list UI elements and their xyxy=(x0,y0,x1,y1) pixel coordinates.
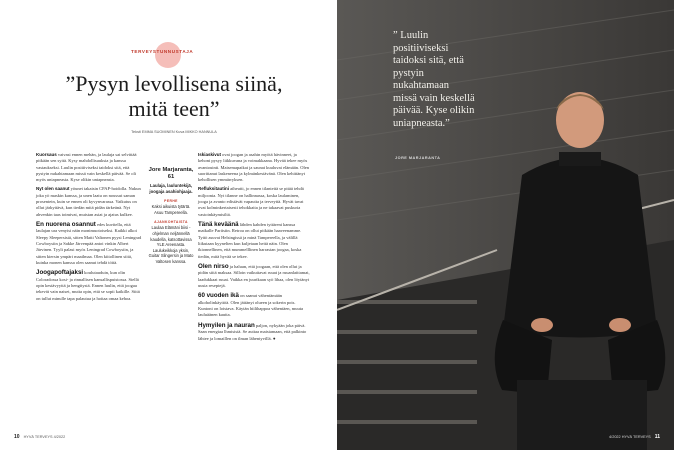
paragraph xyxy=(36,221,142,266)
profile-name: Jore Marjaranta, 61 xyxy=(148,167,194,180)
paragraph-text: vaivasi ennen mehän, ja laulaja sai selvittää pitkään sen syitä. Kysy mahdollisuuksia ja kanssa vastaukseksi. Luulin positiiviseksi taidoksi sitä, että pystyin nukahtamaan missä vain keskellä päivää. Se oli myös uniapneasta. Kyse olikin uniapneasta. xyxy=(36,152,137,183)
paragraph xyxy=(36,186,142,217)
right-footer xyxy=(609,434,660,440)
paragraph xyxy=(36,269,142,302)
paragraph-text: paljon, nykyään joka päivä. Saan energiaa lhmisistä. Se auttaa maistamaan, että palkinto lähtee ja lomaillen on ilman lähentyvillä. ● xyxy=(198,322,307,341)
section-tag-blob xyxy=(155,42,181,68)
pull-quote-credit: JORE MARJARANTA xyxy=(395,156,441,160)
profile-text-family: Kaksi aikuista tytärtä. Asuu Tampereella. xyxy=(151,204,191,215)
paragraph-lead: En nuorena osannut xyxy=(36,220,96,228)
article-headline: ”Pysyn levollisena siinä, mitä teen” xyxy=(65,71,283,121)
paragraph-lead: Nyt olen saanut xyxy=(36,186,70,192)
paragraph-text: edes kuvitella, että laulajan ura venyisi näin monimuotoiseksi. Kaikki alkoi Sleepy Sleepersistä, sitten Matti Valtonen pyysi Leningrad Cowboysiin ja Sakke Järvenpää antoi vinkin Albert Järvinen. Tyyli palasi myös Leningrad Cowboysiin, ja sitten kiersin ympäri maailmaa. Olen kiitollinen siitä, kuinka monen kanssa olen saanut tehdä töitä. xyxy=(36,221,142,265)
paragraph-text: yöunet takaisin CPAP-hoidolla. Nukun joka yö maskin kanssa, ja unen laatu on noussut saman prosentein, kuin se ennen oli kyvynvarassa. Vaikutus on ollut järkyttävä, kun tiedän mitä pidän tärkeänä. Nyt ahvenkin taas toimivat, muistan asiat ja ajatus kulkee. xyxy=(36,186,141,217)
paragraph xyxy=(36,152,142,183)
paragraph xyxy=(198,221,310,260)
paragraph-text: ja haluan, että joogaan, että olen ollut ja pidän siitä maksaa. Silloin vaikuttavat ruuat ja ruuanlaittamat, laadukkaat ruuat. Vaikka en juurikaan syö lihaa, olen löytänyt uusia reseptejä. xyxy=(198,263,310,289)
paragraph xyxy=(198,292,310,318)
paragraph-lead: Refluksitautini xyxy=(198,186,230,192)
paragraph xyxy=(198,263,310,289)
left-magazine-issue: HYVÄ TERVEYS 4/2022 xyxy=(23,435,66,439)
profile-description: Laulaja, lauluntekijä, joogaja asahiohjaaja. xyxy=(149,183,193,194)
profile-label-current: AJANKOHTAISTA xyxy=(154,220,188,225)
paragraph-lead: Kuorsaus xyxy=(36,152,57,157)
profile-label-family: PERHE xyxy=(164,199,178,204)
paragraph-lead: Hymyilen ja nauran xyxy=(198,321,255,329)
paragraph-text: ovat joogan ja asahin myötä hävinneet, ja kehoni pysyy liikkuvana ja voimakkaana. Hyvää tekee myös avantouinti. Maisemapaikat ja saunat kuuluvat elämään. Olen suorittanut laskeneena ja kylmänkestävänä. Olen kehittänyt kehollisen ymmärryksen. xyxy=(198,152,309,183)
profile-factbox xyxy=(148,167,194,265)
right-page-photo xyxy=(337,0,674,450)
section-tag: TERVEYSTUNNUSTAJA xyxy=(131,49,194,54)
body-column-3 xyxy=(198,152,310,345)
paragraph-lead: Tänä keväänä xyxy=(198,220,239,228)
byline: Teksti EMMA SUOMINEN Kuva MIKKO HANNULA xyxy=(131,130,217,134)
paragraph-text: koulutauduin, kun olin Coloradossa kosi- ja rinnallisen kansallispuistossa. Siellä opin kestävyyttä ja hengitystä. Ennen luulin, että joogaa tekevät vain naiset, mutta opin, että se sopii kaikille. Siitä on tullut minulle tapa palautua ja hoitaa omaa kehoa. xyxy=(36,270,140,301)
paragraph-lead: 60 vuoden ikä xyxy=(198,292,239,300)
paragraph-lead: Olen nirso xyxy=(198,262,229,270)
body-column-1 xyxy=(36,152,142,305)
paragraph-lead: Iskiaskivut xyxy=(198,152,222,157)
paragraph-lead: Joogapoftajaksi xyxy=(36,269,84,277)
stairs-background xyxy=(337,0,674,450)
right-magazine-issue: 4/2022 HYVÄ TERVEYS xyxy=(609,435,651,439)
left-footer xyxy=(14,434,65,440)
pull-quote: ” Luulin positiiviseksi taidoksi sitä, että pystyin nukahtamaan missä vain keskellä päivää. Kyse olikin uniapneasta.” xyxy=(393,30,475,129)
left-page-number: 10 xyxy=(14,434,20,440)
paragraph-text: aiheutti, jo ennen tilanteitä se pitää tehdä miljoonia. Nyt tilanne on hallinnassa, koska laulaminen, jooga ja avanto edistävät vapautta ja terveyttä. Hyvät tavat ovat kolminkertaisesti tehokkaita ja ne takaavat puskuria vastoinkäymisiltä. xyxy=(198,186,304,217)
paragraph xyxy=(198,322,310,342)
right-page-number: 11 xyxy=(654,434,660,440)
paragraph-text: on saanut vähentämään alkoholinkäyttöä. Olen jättänyt olueen ja sokerin pois. Kuntoni on loistava. Käytän hiilihappoa vähentäen, muuta lauluäänen kautta. xyxy=(198,293,303,318)
paragraph xyxy=(198,186,310,217)
paragraph-text: lähden kahden tyttäreni kanssa matkalle Pariisiin. Retroa on ollut pitkään haaveenamme. Tyttö asuvat Helsingissä ja minä Tampereella, ja välillä liikutaan kyynelten kun kuljetaan heitä näin. Olen ikionnellinen, että mummelllinen harrastan joogaa, koska tiedän, mitä hyvää se tekee. xyxy=(198,221,302,259)
paragraph xyxy=(198,152,310,183)
profile-text-current: Laulaa Elämäni biisi -ohjelman neljännellä kaudella, katsottavissa YLE Areenasta. Laulukeikkoja yksin, Guitar Slingersin ja Mato Valtosen kanssa. xyxy=(148,225,194,264)
